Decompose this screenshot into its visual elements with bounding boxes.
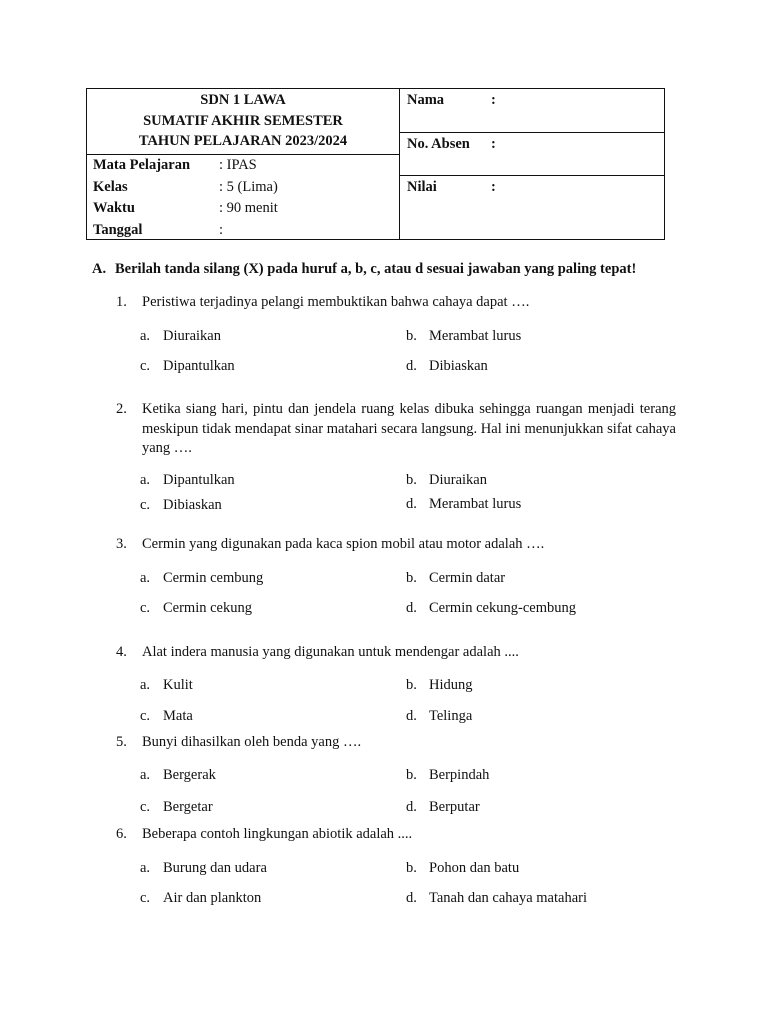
- option-letter: a.: [140, 860, 151, 876]
- section-instruction: [92, 259, 692, 279]
- option-text: Diuraikan: [163, 328, 221, 344]
- subject-value: : IPAS: [219, 157, 257, 173]
- exam-title: SUMATIF AKHIR SEMESTER: [143, 112, 343, 129]
- question-6: [116, 825, 676, 845]
- option-letter: b.: [406, 328, 417, 344]
- name-field[interactable]: [400, 89, 665, 133]
- date-label: Tanggal: [93, 221, 143, 238]
- option-letter: d.: [406, 600, 417, 616]
- option-letter: d.: [406, 358, 417, 374]
- option-text: Mata: [163, 708, 193, 724]
- option-text: Bergetar: [163, 799, 213, 815]
- question-text: Beberapa contoh lingkungan abiotik adalah ....: [142, 826, 413, 842]
- question-text: Peristiwa terjadinya pelangi membuktikan bahwa cahaya dapat ….: [142, 294, 530, 310]
- option-letter: d.: [406, 708, 417, 724]
- attendance-number-colon: :: [491, 136, 496, 152]
- question-5: [116, 733, 676, 753]
- option-text: Cermin datar: [429, 570, 506, 586]
- option-text: Bergerak: [163, 767, 216, 783]
- subject-row: [93, 155, 393, 177]
- question-number: 2.: [116, 401, 127, 417]
- class-value: : 5 (Lima): [219, 178, 278, 195]
- option-text: Hidung: [429, 677, 473, 693]
- option-letter: d.: [406, 496, 417, 512]
- option-text: Cermin cekung-cembung: [429, 600, 576, 616]
- option-text: Tanah dan cahaya matahari: [429, 890, 587, 906]
- question-text: Ketika siang hari, pintu dan jendela ruang kelas dibuka sehingga ruangan menjadi terang meskipun tidak mendapat sinar matahari secara langsung. Hal ini menunjukkan sifat cahaya yang ….: [142, 401, 676, 456]
- option-letter: b.: [406, 677, 417, 693]
- option-letter: b.: [406, 472, 417, 488]
- exam-header-table: [86, 88, 665, 240]
- score-label: Nilai: [407, 179, 437, 195]
- time-label: Waktu: [93, 200, 135, 216]
- option-letter: b.: [406, 570, 417, 586]
- option-letter: a.: [140, 570, 151, 586]
- question-number: 1.: [116, 294, 127, 310]
- score-colon: :: [491, 179, 496, 195]
- option-letter: c.: [140, 497, 151, 513]
- exam-info-panel: [87, 89, 400, 239]
- option-letter: a.: [140, 328, 151, 344]
- option-letter: a.: [140, 472, 151, 488]
- instruction-text: Berilah tanda silang (X) pada huruf a, b, c, atau d sesuai jawaban yang paling tepat!: [115, 261, 637, 277]
- question-number: 3.: [116, 536, 127, 552]
- question-text: Alat indera manusia yang digunakan untuk mendengar adalah ....: [142, 644, 519, 660]
- option-text: Berpindah: [429, 767, 490, 783]
- option-text: Merambat lurus: [429, 496, 522, 512]
- school-name: SDN 1 LAWA: [200, 92, 286, 108]
- option-text: Berputar: [429, 799, 480, 815]
- class-label: Kelas: [93, 178, 128, 195]
- name-colon: :: [491, 92, 496, 108]
- option-letter: d.: [406, 890, 417, 906]
- option-text: Dipantulkan: [163, 358, 235, 374]
- option-text: Merambat lurus: [429, 328, 522, 344]
- student-identity-panel: [400, 89, 665, 239]
- option-text: Kulit: [163, 677, 193, 693]
- option-letter: c.: [140, 708, 151, 724]
- subject-label: Mata Pelajaran: [93, 157, 191, 173]
- option-letter: c.: [140, 600, 151, 616]
- option-text: Telinga: [429, 708, 473, 724]
- option-text: Dibiaskan: [429, 358, 488, 374]
- exam-title-block: [87, 89, 399, 155]
- date-row: [93, 220, 393, 242]
- option-text: Cermin cembung: [163, 570, 264, 586]
- score-field[interactable]: [400, 176, 665, 240]
- option-text: Pohon dan batu: [429, 860, 520, 876]
- option-letter: c.: [140, 799, 151, 815]
- option-text: Dibiaskan: [163, 497, 222, 513]
- option-letter: c.: [140, 890, 151, 906]
- time-row: [93, 198, 393, 220]
- option-letter: c.: [140, 358, 151, 374]
- question-number: 6.: [116, 826, 127, 842]
- date-value: :: [219, 221, 224, 238]
- option-letter: a.: [140, 677, 151, 693]
- option-letter: b.: [406, 767, 417, 783]
- question-3: [116, 535, 676, 555]
- question-2: [116, 400, 676, 459]
- exam-details: [93, 155, 393, 241]
- question-1: [116, 293, 676, 313]
- question-text: Bunyi dihasilkan oleh benda yang ….: [142, 734, 362, 750]
- school-year: TAHUN PELAJARAN 2023/2024: [138, 133, 348, 149]
- time-value: : 90 menit: [219, 200, 278, 216]
- option-text: Dipantulkan: [163, 472, 235, 488]
- option-text: Burung dan udara: [163, 860, 267, 876]
- question-text: Cermin yang digunakan pada kaca spion mobil atau motor adalah ….: [142, 536, 545, 552]
- question-number: 5.: [116, 734, 127, 750]
- option-letter: a.: [140, 767, 151, 783]
- option-text: Air dan plankton: [163, 890, 262, 906]
- option-text: Cermin cekung: [163, 600, 252, 616]
- name-label: Nama: [407, 92, 445, 108]
- section-letter: A.: [92, 261, 107, 277]
- attendance-number-field[interactable]: [400, 133, 665, 176]
- option-letter: b.: [406, 860, 417, 876]
- attendance-number-label: No. Absen: [407, 136, 470, 152]
- question-4: [116, 643, 676, 663]
- option-text: Diuraikan: [429, 472, 487, 488]
- option-letter: d.: [406, 799, 417, 815]
- class-row: [93, 177, 393, 199]
- question-number: 4.: [116, 644, 127, 660]
